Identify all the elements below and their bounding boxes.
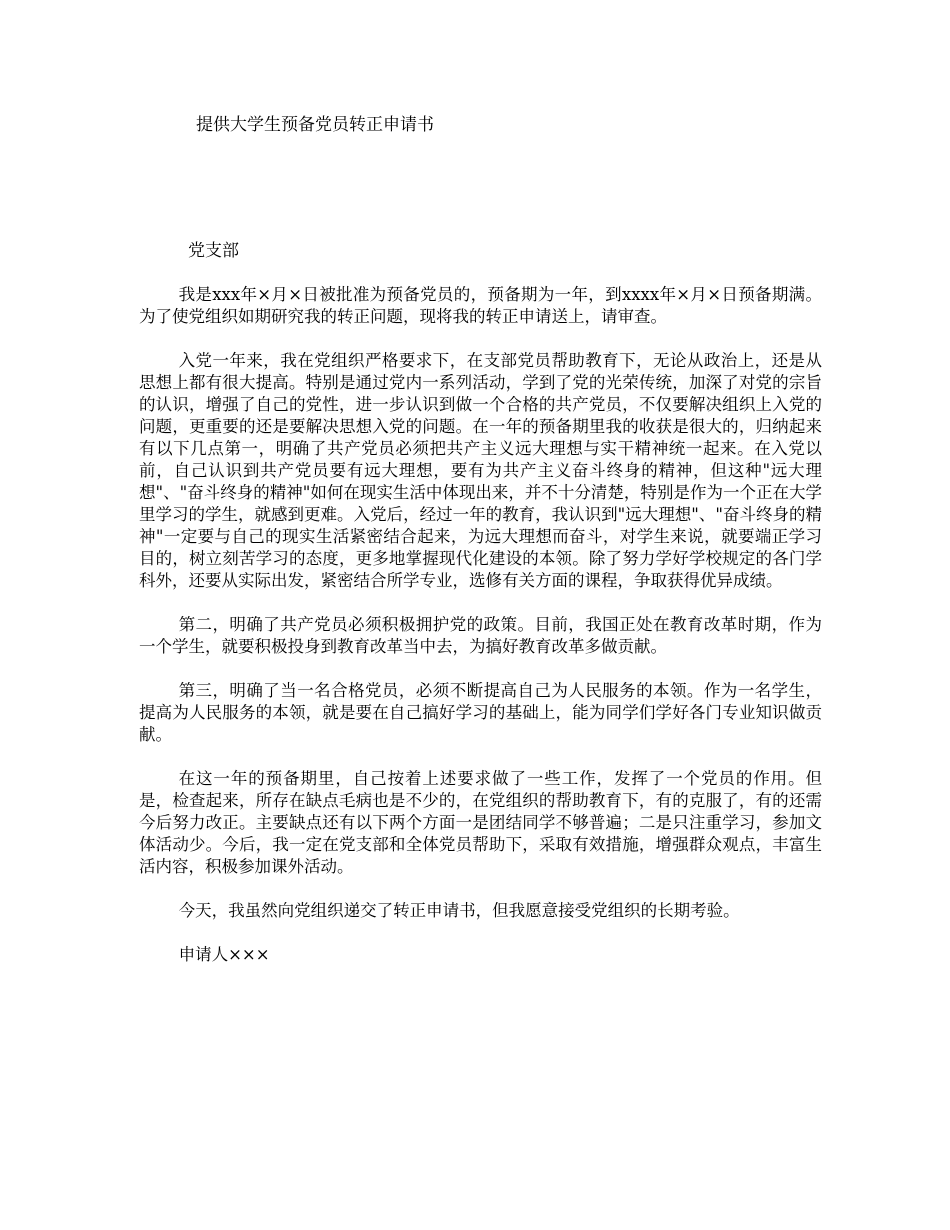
salutation: 党支部 [188,241,239,261]
signature: 申请人××× [178,945,270,964]
paragraph-third-point: 第三，明确了当一名合格党员，必须不断提高自己为人民服务的本领。作为一名学生，提高为人民服务的本领，就是要在自己搞好学习的基础上，能为同学们学好各门专业知识做贡献。 [139,681,822,744]
paragraph-closing: 今天，我虽然向党组织递交了转正申请书，但我愿意接受党组织的长期考验。 [178,901,740,920]
paragraph-second-point: 第二，明确了共产党员必须积极拥护党的政策。目前，我国正处在教育改革时期，作为一个学生，就要积极投身到教育改革当中去，为搞好教育改革多做贡献。 [139,615,822,656]
paragraph-self-review: 在这一年的预备期里，自己按着上述要求做了一些工作，发挥了一个党员的作用。但是，检查起来，所存在缺点毛病也是不少的，在党组织的帮助教育下，有的克服了，有的还需今后努力改正。主要缺点还有以下两个方面一是团结同学不够普遍；二是只注重学习，参加文体活动少。今后，我一定在党支部和全体党员帮助下，采取有效措施，增强群众观点，丰富生活内容，积极参加课外活动。 [139,769,822,876]
document-title: 提供大学生预备党员转正申请书 [196,115,434,135]
paragraph-intro: 我是xxx年×月×日被批准为预备党员的，预备期为一年，到xxxx年×月×日预备期满。为了使党组织如期研究我的转正问题，现将我的转正申请送上，请审查。 [139,285,822,326]
paragraph-first-point: 入党一年来，我在党组织严格要求下，在支部党员帮助教育下，无论从政治上，还是从思想上都有很大提高。特别是通过党内一系列活动，学到了党的光荣传统，加深了对党的宗旨的认识，增强了自己的党性，进一步认识到做一个合格的共产党员，不仅要解决组织上入党的问题，更重要的还是要解决思想入党的问题。在一年的预备期里我的收获是很大的，归纳起来有以下几点第一，明确了共产党员必须把共产主义远大理想与实干精神统一起来。在入党以前，自己认识到共产党员要有远大理想，要有为共产主义奋斗终身的精神，但这种"远大理想"、"奋斗终身的精神"如何在现实生活中体现出来，并不十分清楚，特别是作为一个正在大学里学习的学生，就感到更难。入党后，经过一年的教育，我认识到"远大理想"、"奋斗终身的精神"一定要与自己的现实生活紧密结合起来，为远大理想而奋斗，对学生来说，就要端正学习目的，树立刻苦学习的态度，更多地掌握现代化建设的本领。除了努力学好学校规定的各门学科外，还要从实际出发，紧密结合所学专业，选修有关方面的课程，争取获得优异成绩。 [139,351,822,590]
document-body [139,284,822,988]
